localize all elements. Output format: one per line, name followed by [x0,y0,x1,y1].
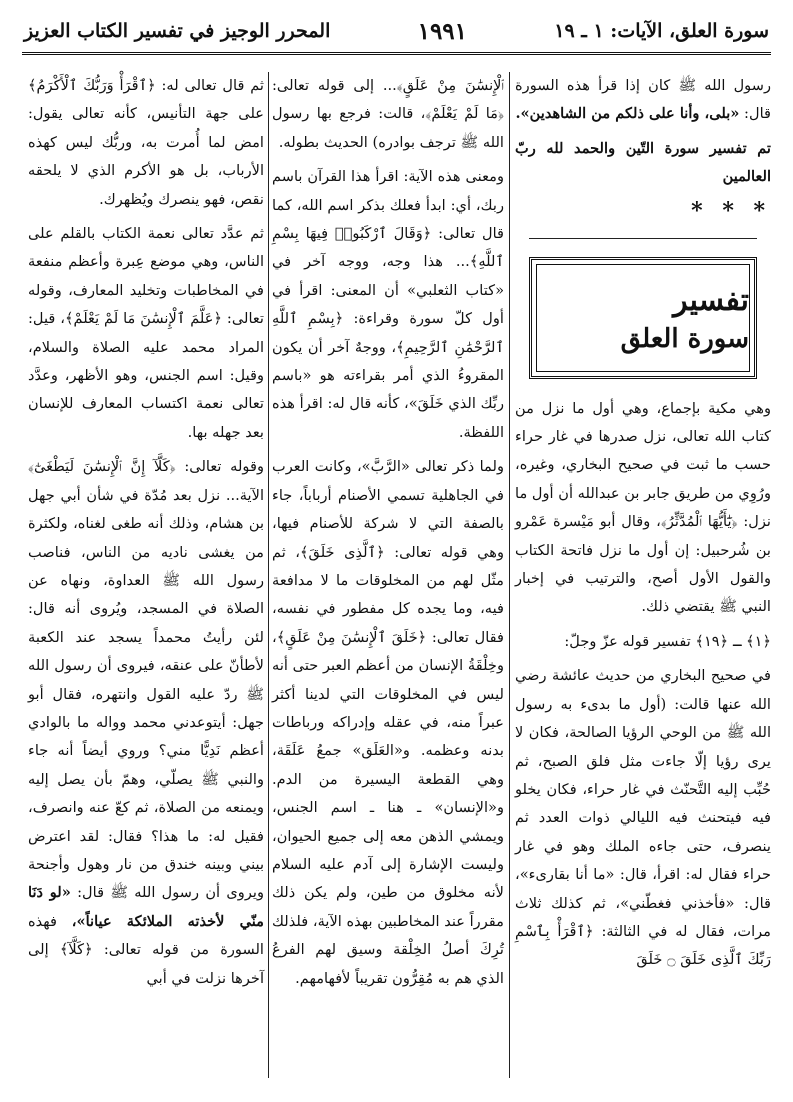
column-divider-right [509,72,510,1078]
left-paragraph-3: وقوله تعالى: ﴿كَلَّآ إِنَّ ٱلْإِنسَٰنَ لَيَطْغَىٰٓ﴾ الآية... نزل بعد مُدّة في شأن أبي جهل بن هشام، وذلك أنه طغى لغناه، ولكثرة من يغشى ناديه من الناس، فناصب رسول الله ﷺ العداوة، ونهاه عن الصلاة في المسجد، ويُروى أنه قال: لئن رأيتُ محمداً يسجد عند الكعبة لأطأنّ على عنقه، فيروى أن رسول الله ﷺ ردّ عليه القول وانتهره، فقال أبو جهل: أيتوعدني محمد وواله ما بالوادي أعظم نَدِيًّا مني؟ وروي أيضاً أنه جاء والنبي ﷺ يصلّي، وهمّ بأن يصل إليه ويمنعه من الصلاة، ثم كعّ عنه وانصرف، فقيل له: ما هذا؟ فقال: لقد اعترض بيني وبينه خندق من نار وهول وأجنحة ويروى أن رسول الله ﷺ قال: «لو دَنَا منّي لأخذته الملائكة عياناً»، فهذه السورة من قوله تعالى: ﴿كَلَّآ﴾ إلى آخرها نزلت في أبي [28,458,265,987]
middle-paragraph-1: ٱلْإِنسَٰنَ مِنْ عَلَقٍ﴾... إلى قوله تعالى: ﴿مَا لَمْ يَعْلَمْ﴾، قالت: فرجع بها رسول الله ﷺ ترجف بوادره) الحديث بطوله. [272,77,504,151]
header-divider [22,52,771,55]
page-header [24,14,769,48]
header-book-title: المحرر الوجيز في تفسير الكتاب العزيز [24,20,331,42]
section-stars: * * * [691,197,771,224]
surah-title-line-2: سورة العلق [620,323,749,354]
surah-title-line-1: تفسير [673,282,749,318]
header-surah-verses: سورة العلق، الآيات: ١ ـ ١٩ [554,20,769,42]
right-column [515,72,771,1082]
left-paragraph-3-bold: «لو دَنَا منّي لأخذته الملائكة عياناً»، [28,884,265,930]
right-paragraph-1: رسول الله ﷺ كان إذا قرأ هذه السورة قال: «بلى، وأنا على ذلكم من الشاهدين». [515,77,771,123]
column-divider-left [268,72,269,1078]
right-paragraph-5: في صحيح البخاري من حديث عائشة رضي الله عنها قالت: (أول ما بدىء به رسول الله ﷺ من الوحي الرؤيا الصالحة، فكان لا يرى رؤيا إلّا جاءت مثل فلق الصبح، ثم حُبِّب إليه التَّحنّث في غار حراء، فكان يخلو فيه فيتحنث فيه الليالي ذوات العدد ثم ينصرف، حتى جاءه الملك وهو في غار حراء فقال له: اقرأ، قال: «ما أنا بقارىء»، قال: «فأخذني فغطّني»، ثم كذلك ثلاث مرات، فقال له في الثالثة: ﴿ٱقْرَأْ بِٱسْمِ رَبِّكَ ٱلَّذِى خَلَقَ ۝ خَلَقَ [515,667,771,969]
page-number: ١٩٩١ [417,17,468,45]
left-column [28,72,264,1082]
middle-paragraph-3: ولما ذكر تعالى «الرَّبَّ»، وكانت العرب في الجاهلية تسمي الأصنام أرباباً، جاء بالصفة التي لا شركة للأصنام فيها، وهي قوله تعالى: ﴿ٱلَّذِى خَلَقَ﴾، ثم مثّل لهم من المخلوقات ما لا مدافعة فيه، وما يجده كل مفطور في نفسه، فقال تعالى: ﴿خَلَقَ ٱلْإِنسَٰنَ مِنْ عَلَقٍ﴾، وخِلْقَةُ الإنسان من أعظم العبر حتى أنه ليس في المخلوقات التي لدينا أكثر عبراً منه، في عقله وإدراكه ورباطات بدنه وعظمه. و«العَلَق» جمعُ عَلَقَة، وهي القطعة اليسيرة من الدم. و«الإنسان» ـ هنا ـ اسم الجنس، ويمشي الذهن معه إلى جميع الحيوان، وليست الإشارة إلى آدم عليه السلام لأنه مخلوق من طين، ولم يكن ذلك مقرراً عند المخاطبين بهذه الآية، فلذلك تُرِكَ أصلُ الخِلْقة وسيق لهم الفرعُ الذي هم به مُقِرُّون تقريباً لأفهامهم. [272,458,504,987]
verses-heading: ﴿١﴾ ـ ﴿١٩﴾ تفسير قوله عزّ وجلّ: [564,632,771,650]
right-paragraph-3: وهي مكية بإجماع، وهي أول ما نزل من كتاب الله تعالى، نزل صدرها في غار حراء حسب ما ثبت في صحيح البخاري، وغيره، ورُوِي من طريق جابر بن عبدالله أن أول ما نزل: ﴿يَٰٓأَيُّهَا ٱلْمُدَّثِّرُ﴾، وقال أبو مَيْسرة عَمْرو بن شُرحبيل: إن أول ما نزل فاتحة الكتاب والقول الأول أصح، والترتيب في إخبار النبي ﷺ يقتضي ذلك. [515,399,771,616]
right-paragraph-1-bold: «بلى، وأنا على ذلكم من الشاهدين». [515,105,740,123]
section-separator [529,238,757,239]
middle-paragraph-2: ومعنى هذه الآية: اقرأ هذا القرآن باسم ربك، أي: ابدأ فعلك بذكر اسم الله، كما قال تعالى: ﴿وَقَالَ ٱرْكَبُوا۟ فِيهَا بِسْمِ ٱللَّهِ﴾... هذا وجه، ووجه آخر في «كتاب الثعلبي» أن المعنى: اقرأ في أول كلّ سورة وقراءة: ﴿بِسْمِ ٱللَّهِ ٱلرَّحْمَٰنِ ٱلرَّحِيمِ﴾، ووجهٌ آخر أن يكون المقروءُ الذي أمر بقراءته هو «باسم ربِّك الذي خَلَقَ»، كأنه قال له: اقرأ هذه اللفظة. [272,168,504,441]
middle-column [272,72,504,1082]
surah-tin-closing: تم تفسير سورة التّين والحمد لله ربّ العالمين [515,139,771,186]
left-paragraph-1: ثم قال تعالى له: ﴿ٱقْرَأْ وَرَبُّكَ ٱلْأَكْرَمُ﴾ على جهة التأنيس، كأنه تعالى يقول: امض لما أُمرت به، وربُّك ليس كهذه الأرباب، بل هو الأكرم الذي لا يلحقه نقص، فهو ينصرك ويُظهرك. [28,77,264,208]
left-paragraph-2: ثم عدَّد تعالى نعمة الكتاب بالقلم على الناس، وهي موضع عِبرة وأعظم منفعة في المخاطبات وتخليد المعارف، وقوله تعالى: ﴿عَلَّمَ ٱلْإِنسَٰنَ مَا لَمْ يَعْلَمْ﴾، قيل: المراد محمد عليه الصلاة والسلام، وقيل: اسم الجنس، وهو الأظهر، وعدَّد تعالى نعمة اكتساب المعارف للإنسان بعد جهله بها. [28,225,264,441]
surah-title-box [529,257,757,379]
surah-title-inner [536,264,750,372]
